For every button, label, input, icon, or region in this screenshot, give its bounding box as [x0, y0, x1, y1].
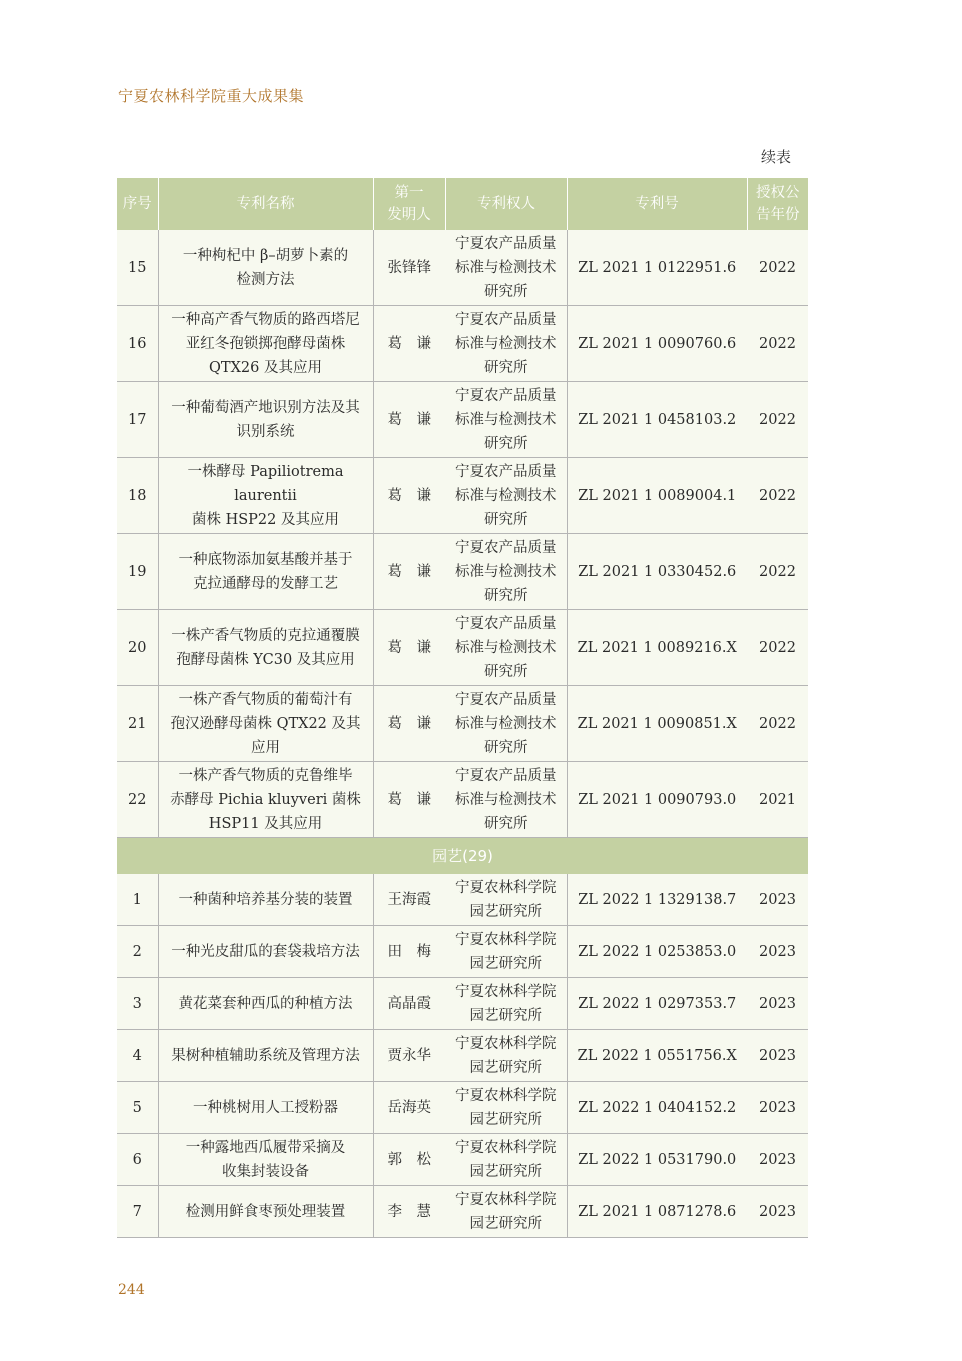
cell-inventor: 葛 谦	[373, 458, 445, 534]
cell-patent-name	[158, 230, 373, 306]
owner-line: 宁夏农林科学院	[455, 1035, 557, 1052]
patent-name-line: 一株产香气物质的克拉通覆膜	[171, 627, 360, 644]
cell-patent-name	[158, 978, 373, 1030]
owner-line: 宁夏农林科学院	[455, 983, 557, 1000]
owner-line: 宁夏农林科学院	[455, 1087, 557, 1104]
col-header-inventor: 第一 发明人	[373, 178, 445, 230]
owner-line: 宁夏农产品质量	[455, 767, 557, 784]
owner-line: 宁夏农产品质量	[455, 235, 557, 252]
owner-line: 宁夏农林科学院	[455, 931, 557, 948]
cell-year: 2023	[747, 874, 808, 926]
patent-name-line: 一种葡萄酒产地识别方法及其	[171, 399, 360, 416]
cell-patent-name	[158, 926, 373, 978]
cell-year: 2023	[747, 978, 808, 1030]
cell-number: 17	[117, 382, 158, 458]
cell-owner	[445, 1082, 567, 1134]
cell-patent-number: ZL 2022 1 0531790.0	[567, 1134, 747, 1186]
cell-inventor: 郭 松	[373, 1134, 445, 1186]
cell-patent-number: ZL 2021 1 0090793.0	[567, 762, 747, 838]
cell-patent-number: ZL 2022 1 0297353.7	[567, 978, 747, 1030]
cell-number: 2	[117, 926, 158, 978]
owner-line: 宁夏农林科学院	[455, 879, 557, 896]
section-label: 园艺(29)	[117, 838, 808, 875]
patent-name-line: 一株产香气物质的克鲁维毕	[178, 767, 353, 784]
owner-line: 研究所	[484, 587, 528, 604]
table-row	[117, 762, 808, 838]
cell-patent-number: ZL 2021 1 0089004.1	[567, 458, 747, 534]
patent-name-line: 黄花菜套种西瓜的种植方法	[178, 995, 353, 1012]
owner-line: 园艺研究所	[469, 1163, 542, 1180]
cell-number: 15	[117, 230, 158, 306]
cell-patent-name	[158, 458, 373, 534]
cell-patent-number: ZL 2021 1 0090760.6	[567, 306, 747, 382]
owner-line: 园艺研究所	[469, 903, 542, 920]
table-row	[117, 874, 808, 926]
patent-name-line: HSP11 及其应用	[208, 815, 323, 832]
col-header-name: 专利名称	[158, 178, 373, 230]
cell-inventor: 岳海英	[373, 1082, 445, 1134]
cell-owner	[445, 762, 567, 838]
patent-name-line: 一种光皮甜瓜的套袋栽培方法	[171, 943, 360, 960]
patent-name-line: 菌株 HSP22 及其应用	[191, 511, 339, 528]
table-row	[117, 458, 808, 534]
cell-inventor: 葛 谦	[373, 306, 445, 382]
table-row	[117, 1186, 808, 1238]
cell-number: 3	[117, 978, 158, 1030]
owner-line: 园艺研究所	[469, 1215, 542, 1232]
cell-number: 22	[117, 762, 158, 838]
cell-number: 1	[117, 874, 158, 926]
owner-line: 宁夏农产品质量	[455, 615, 557, 632]
cell-owner	[445, 610, 567, 686]
cell-patent-name	[158, 534, 373, 610]
owner-line: 标准与检测技术	[455, 259, 557, 276]
cell-year: 2022	[747, 306, 808, 382]
cell-inventor: 葛 谦	[373, 762, 445, 838]
cell-owner	[445, 1134, 567, 1186]
table-row	[117, 230, 808, 306]
book-title: 宁夏农林科学院重大成果集	[118, 87, 305, 105]
table-row	[117, 978, 808, 1030]
owner-line: 研究所	[484, 283, 528, 300]
owner-line: 研究所	[484, 435, 528, 452]
table-row	[117, 382, 808, 458]
cell-year: 2021	[747, 762, 808, 838]
cell-year: 2023	[747, 1030, 808, 1082]
cell-inventor: 贾永华	[373, 1030, 445, 1082]
cell-owner	[445, 1030, 567, 1082]
cell-year: 2023	[747, 1134, 808, 1186]
cell-year: 2022	[747, 534, 808, 610]
table-row	[117, 686, 808, 762]
cell-year: 2022	[747, 230, 808, 306]
col-header-owner: 专利权人	[445, 178, 567, 230]
cell-patent-name	[158, 1030, 373, 1082]
patent-name-line: 赤酵母 Pichia kluyveri 菌株	[170, 791, 361, 808]
continued-label: 续表	[761, 148, 792, 166]
patent-name-line: 克拉通酵母的发酵工艺	[193, 575, 338, 592]
owner-line: 研究所	[484, 359, 528, 376]
cell-patent-number: ZL 2021 1 0330452.6	[567, 534, 747, 610]
cell-patent-name	[158, 610, 373, 686]
page-number: 244	[118, 1282, 145, 1298]
owner-line: 标准与检测技术	[455, 411, 557, 428]
cell-number: 5	[117, 1082, 158, 1134]
cell-patent-name	[158, 382, 373, 458]
owner-line: 园艺研究所	[469, 1007, 542, 1024]
patent-name-line: 应用	[251, 739, 280, 756]
cell-inventor: 张锋锋	[373, 230, 445, 306]
cell-year: 2022	[747, 610, 808, 686]
cell-owner	[445, 382, 567, 458]
table-row	[117, 1030, 808, 1082]
patent-name-line: 一株酵母 Papiliotrema laurentii	[187, 463, 344, 504]
patent-table	[117, 178, 808, 1238]
patent-name-line: 检测方法	[236, 271, 295, 288]
col-header-patent-no: 专利号	[567, 178, 747, 230]
table-row	[117, 610, 808, 686]
patent-name-line: 收集封装设备	[222, 1163, 309, 1180]
owner-line: 研究所	[484, 739, 528, 756]
cell-owner	[445, 874, 567, 926]
cell-patent-name	[158, 1082, 373, 1134]
owner-line: 研究所	[484, 815, 528, 832]
patent-name-line: 孢酵母菌株 YC30 及其应用	[176, 651, 355, 668]
col-header-year: 授权公 告年份	[747, 178, 808, 230]
owner-line: 宁夏农产品质量	[455, 691, 557, 708]
cell-patent-number: ZL 2021 1 0871278.6	[567, 1186, 747, 1238]
cell-owner	[445, 534, 567, 610]
owner-line: 研究所	[484, 663, 528, 680]
cell-patent-number: ZL 2021 1 0122951.6	[567, 230, 747, 306]
patent-name-line: 一种桃树用人工授粉器	[193, 1099, 338, 1116]
patent-name-line: 一种枸杞中 β–胡萝卜素的	[182, 247, 349, 264]
owner-line: 标准与检测技术	[455, 487, 557, 504]
patent-name-line: 果树种植辅助系统及管理方法	[171, 1047, 360, 1064]
patent-name-line: 识别系统	[236, 423, 295, 440]
cell-patent-name	[158, 306, 373, 382]
owner-line: 标准与检测技术	[455, 563, 557, 580]
cell-patent-name	[158, 1186, 373, 1238]
cell-number: 4	[117, 1030, 158, 1082]
patent-name-line: 一株产香气物质的葡萄汁有	[178, 691, 353, 708]
owner-line: 标准与检测技术	[455, 639, 557, 656]
cell-year: 2023	[747, 1186, 808, 1238]
patent-name-line: QTX26 及其应用	[209, 359, 322, 376]
cell-inventor: 高晶霞	[373, 978, 445, 1030]
owner-line: 宁夏农林科学院	[455, 1139, 557, 1156]
col-header-no: 序号	[117, 178, 158, 230]
patent-name-line: 检测用鲜食枣预处理装置	[185, 1203, 346, 1220]
owner-line: 宁夏农林科学院	[455, 1191, 557, 1208]
cell-number: 16	[117, 306, 158, 382]
patent-name-line: 一种露地西瓜履带采摘及	[185, 1139, 346, 1156]
cell-year: 2022	[747, 382, 808, 458]
cell-inventor: 葛 谦	[373, 382, 445, 458]
cell-patent-number: ZL 2022 1 0551756.X	[567, 1030, 747, 1082]
owner-line: 宁夏农产品质量	[455, 311, 557, 328]
cell-owner	[445, 230, 567, 306]
table-row	[117, 534, 808, 610]
cell-number: 21	[117, 686, 158, 762]
owner-line: 园艺研究所	[469, 1059, 542, 1076]
cell-year: 2022	[747, 458, 808, 534]
cell-number: 7	[117, 1186, 158, 1238]
patent-name-line: 亚红冬孢锁掷孢酵母菌株	[185, 335, 346, 352]
table-row	[117, 926, 808, 978]
cell-patent-number: ZL 2021 1 0089216.X	[567, 610, 747, 686]
cell-owner	[445, 978, 567, 1030]
owner-line: 标准与检测技术	[455, 715, 557, 732]
owner-line: 园艺研究所	[469, 1111, 542, 1128]
cell-year: 2022	[747, 686, 808, 762]
cell-inventor: 葛 谦	[373, 686, 445, 762]
owner-line: 园艺研究所	[469, 955, 542, 972]
cell-owner	[445, 686, 567, 762]
cell-patent-number: ZL 2022 1 1329138.7	[567, 874, 747, 926]
patent-name-line: 一种底物添加氨基酸并基于	[178, 551, 353, 568]
table-row	[117, 1082, 808, 1134]
cell-year: 2023	[747, 926, 808, 978]
cell-owner	[445, 458, 567, 534]
owner-line: 宁夏农产品质量	[455, 387, 557, 404]
cell-number: 18	[117, 458, 158, 534]
cell-number: 19	[117, 534, 158, 610]
patent-name-line: 一种高产香气物质的路西塔尼	[171, 311, 360, 328]
cell-owner	[445, 926, 567, 978]
table-row	[117, 1134, 808, 1186]
owner-line: 宁夏农产品质量	[455, 463, 557, 480]
owner-line: 标准与检测技术	[455, 335, 557, 352]
cell-patent-name	[158, 686, 373, 762]
cell-owner	[445, 1186, 567, 1238]
cell-inventor: 田 梅	[373, 926, 445, 978]
cell-inventor: 葛 谦	[373, 610, 445, 686]
cell-patent-number: ZL 2021 1 0458103.2	[567, 382, 747, 458]
owner-line: 研究所	[484, 511, 528, 528]
cell-number: 6	[117, 1134, 158, 1186]
cell-patent-number: ZL 2022 1 0404152.2	[567, 1082, 747, 1134]
table-header-row	[117, 178, 808, 230]
owner-line: 标准与检测技术	[455, 791, 557, 808]
cell-inventor: 李 慧	[373, 1186, 445, 1238]
cell-inventor: 王海霞	[373, 874, 445, 926]
cell-number: 20	[117, 610, 158, 686]
cell-patent-number: ZL 2022 1 0253853.0	[567, 926, 747, 978]
cell-patent-number: ZL 2021 1 0090851.X	[567, 686, 747, 762]
owner-line: 宁夏农产品质量	[455, 539, 557, 556]
patent-name-line: 一种菌种培养基分装的装置	[178, 891, 353, 908]
table-row	[117, 306, 808, 382]
cell-patent-name	[158, 762, 373, 838]
cell-year: 2023	[747, 1082, 808, 1134]
section-row-horticulture	[117, 838, 808, 875]
cell-inventor: 葛 谦	[373, 534, 445, 610]
cell-patent-name	[158, 1134, 373, 1186]
patent-name-line: 孢汉逊酵母菌株 QTX22 及其	[170, 715, 361, 732]
cell-owner	[445, 306, 567, 382]
cell-patent-name	[158, 874, 373, 926]
